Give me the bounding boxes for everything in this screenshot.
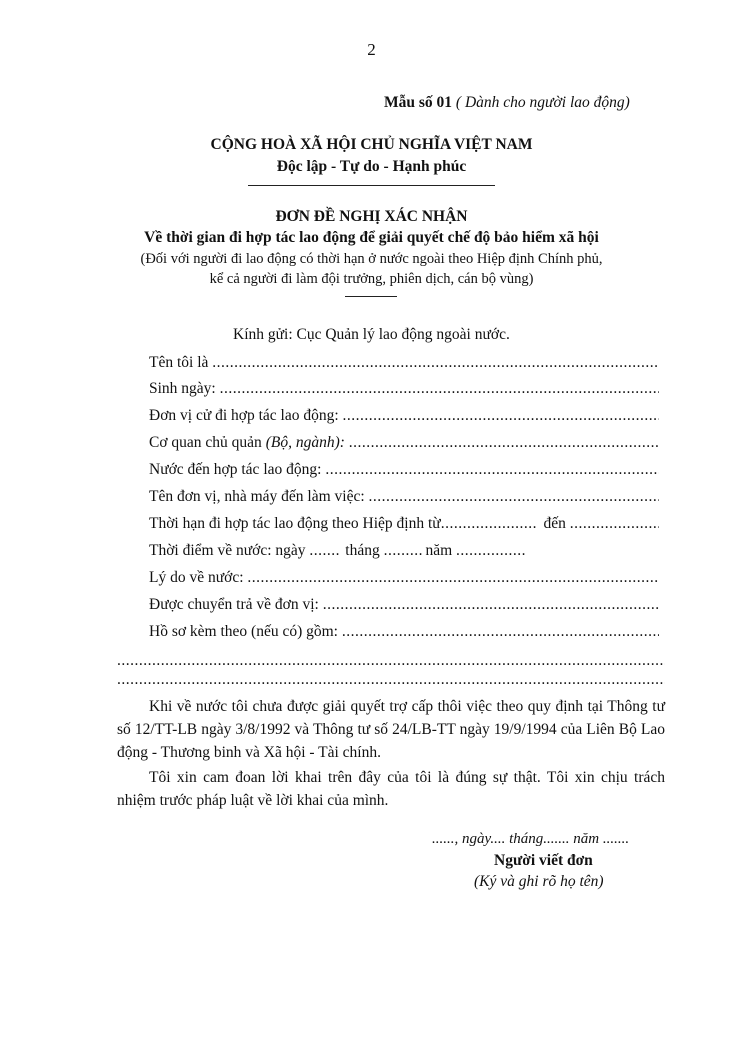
page-number: 2 (367, 40, 376, 59)
field-dob-blank[interactable] (220, 380, 659, 398)
paragraph-commitment (117, 766, 665, 812)
field-name-label: Tên tôi là (149, 354, 209, 371)
field-attachments-blank[interactable] (342, 623, 659, 641)
field-workplace[interactable] (149, 488, 659, 506)
field-transferred-label: Được chuyển trả về đơn vị: (149, 596, 319, 613)
field-destination-country-label: Nước đến hợp tác lao động: (149, 461, 322, 478)
field-term-to-blank[interactable] (570, 515, 659, 533)
field-managing-agency-blank[interactable] (349, 434, 659, 452)
field-sending-unit-blank[interactable] (343, 407, 659, 425)
field-attachments-line3[interactable] (117, 671, 665, 689)
field-return-reason-blank[interactable] (247, 569, 659, 587)
signature-note: (Ký và ghi rõ họ tên) (474, 873, 604, 890)
field-return-date-label: Thời điểm về nước: ngày (149, 542, 306, 559)
motto: Độc lập - Tự do - Hạnh phúc (276, 158, 467, 175)
field-return-year-blank[interactable] (456, 542, 526, 560)
field-destination-country[interactable] (149, 461, 659, 479)
field-term[interactable] (149, 515, 659, 533)
document-note-line2: kể cả người đi làm đội trưởng, phiên dịch, cán bộ vùng) (209, 271, 534, 287)
document-note-line1: (Đối với người đi lao động có thời hạn ở nước ngoài theo Hiệp định Chính phủ, (140, 251, 603, 267)
title-divider (345, 296, 397, 297)
field-destination-country-blank[interactable] (325, 461, 659, 479)
field-term-to-label: đến (543, 515, 566, 532)
field-return-year-label: năm (425, 542, 453, 559)
field-dob-label: Sinh ngày: (149, 380, 216, 397)
signer-title: Người viết đơn (494, 852, 593, 869)
field-name-blank[interactable] (212, 354, 659, 372)
field-term-from-blank[interactable] (441, 515, 536, 533)
nation-heading: CỘNG HOÀ XÃ HỘI CHỦ NGHĨA VIỆT NAM (210, 136, 533, 153)
field-return-reason-label: Lý do về nước: (149, 569, 244, 586)
document-subtitle: Về thời gian đi hợp tác lao động để giải quyết chế độ bảo hiểm xã hội (144, 229, 599, 246)
field-return-month-label: tháng (345, 542, 380, 559)
field-return-month-blank[interactable] (384, 542, 422, 560)
header-divider (248, 185, 495, 186)
paragraph-severance (117, 695, 665, 764)
field-attachments-line2[interactable] (117, 652, 665, 670)
document-title: ĐƠN ĐỀ NGHỊ XÁC NHẬN (275, 208, 468, 225)
signature-date-line[interactable]: ......, ngày.... tháng....... năm ....... (432, 831, 630, 847)
field-attachments-blank-2[interactable] (117, 652, 665, 670)
field-attachments-label: Hồ sơ kèm theo (nếu có) gồm: (149, 623, 338, 640)
field-term-label: Thời hạn đi hợp tác lao động theo Hiệp định từ (149, 515, 441, 532)
field-return-day-blank[interactable] (309, 542, 341, 560)
field-transferred-blank[interactable] (323, 596, 659, 614)
form-code-note: ( Dành cho người lao động) (455, 94, 630, 111)
field-dob[interactable] (149, 380, 659, 398)
field-workplace-label: Tên đơn vị, nhà máy đến làm việc: (149, 488, 365, 505)
paragraph-commitment-text: Tôi xin cam đoan lời khai trên đây của tôi là đúng sự thật. Tôi xin chịu trách nhiệm trước pháp luật về lời khai của mình. (117, 769, 665, 809)
field-managing-agency-label: Cơ quan chủ quản (149, 434, 262, 451)
field-sending-unit-label: Đơn vị cử đi hợp tác lao động: (149, 407, 339, 424)
field-attachments[interactable] (149, 623, 659, 641)
field-name[interactable] (149, 354, 659, 372)
form-code (384, 94, 630, 112)
field-attachments-blank-3[interactable] (117, 671, 665, 689)
form-code-label: Mẫu số 01 (384, 94, 453, 111)
field-return-reason[interactable] (149, 569, 659, 587)
field-workplace-blank[interactable] (369, 488, 659, 506)
field-return-date[interactable] (149, 542, 659, 560)
field-sending-unit[interactable] (149, 407, 659, 425)
field-managing-agency[interactable] (149, 434, 659, 452)
paragraph-severance-text: Khi về nước tôi chưa được giải quyết trợ cấp thôi việc theo quy định tại Thông tư số 12/TT-LB ngày 3/8/1992 và Thông tư số 24/LB-TT ngày 19/9/1994 của Liên Bộ Lao động - Thương binh và Xã hội - Tài chính. (117, 698, 665, 761)
field-managing-agency-note: (Bộ, ngành): (265, 434, 345, 451)
field-transferred[interactable] (149, 596, 659, 614)
salutation: Kính gửi: Cục Quản lý lao động ngoài nước. (233, 326, 510, 343)
